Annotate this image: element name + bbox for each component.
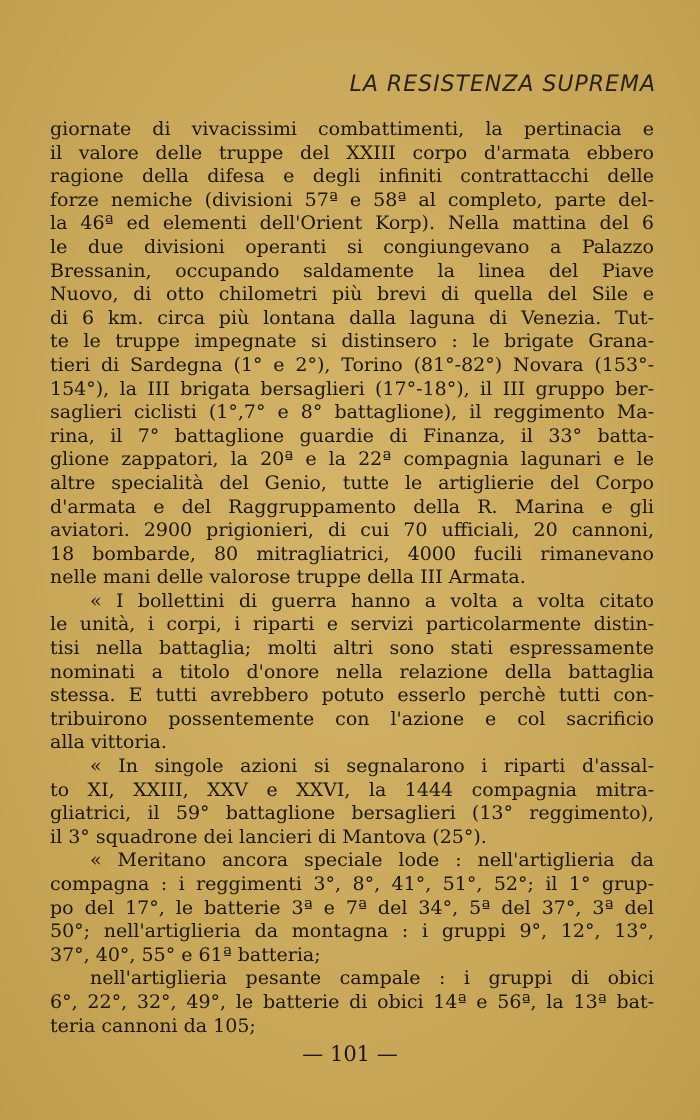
text-line: le unità, i corpi, i riparti e servizi particolarmente distin- <box>50 613 654 636</box>
text-line: nell'artiglieria pesante campale : i gruppi di obici <box>90 967 654 990</box>
text-line: 6°, 22°, 32°, 49°, le batterie di obici 14ª e 56ª, la 13ª bat- <box>50 990 654 1013</box>
text-line: « In singole azioni si segnalarono i riparti d'assal- <box>90 755 654 778</box>
text-line: 50°; nell'artiglieria da montagna : i gruppi 9°, 12°, 13°, <box>50 920 654 943</box>
text-line: di 6 km. circa più lontana dalla laguna di Venezia. Tut- <box>50 306 654 329</box>
text-line: Bressanin, occupando saldamente la linea del Piave <box>50 259 654 282</box>
text-line: te le truppe impegnate si distinsero : le brigate Grana- <box>50 330 654 353</box>
text-line: « I bollettini di guerra hanno a volta a volta citato <box>90 589 654 612</box>
text-line: ragione della difesa e degli infiniti contrattacchi delle <box>50 165 654 188</box>
text-line: tisi nella battaglia; molti altri sono stati espressamente <box>50 637 654 660</box>
text-line: aviatori. 2900 prigionieri, di cui 70 ufficiali, 20 cannoni, <box>50 519 654 542</box>
text-line: compagna : i reggimenti 3°, 8°, 41°, 51°, 52°; il 1° grup- <box>50 873 654 895</box>
text-line: 154°), la III brigata bersaglieri (17°-18°), il III gruppo ber- <box>50 377 654 400</box>
text-line: altre specialità del Genio, tutte le artiglierie del Corpo <box>50 471 654 494</box>
text-line: nelle mani delle valorose truppe della III Armata. <box>50 566 526 589</box>
text-line: giornate di vivacissimi combattimenti, la pertinacia e <box>50 118 654 140</box>
text-line: rina, il 7° battaglione guardie di Finanza, il 33° batta- <box>50 424 654 447</box>
text-line: Nuovo, di otto chilometri più brevi di quella del Sile e <box>50 283 654 306</box>
text-line: saglieri ciclisti (1°,7° e 8° battaglione), il reggimento Ma- <box>50 401 654 424</box>
text-line: il valore delle truppe del XXIII corpo d'armata ebbero <box>50 141 654 164</box>
text-line: 37°, 40°, 55° e 61ª batteria; <box>50 943 321 966</box>
text-line: d'armata e del Raggruppamento della R. Marina e gli <box>50 495 654 518</box>
text-line: 18 bombarde, 80 mitragliatrici, 4000 fucili rimanevano <box>50 542 654 565</box>
text-line: glione zappatori, la 20ª e la 22ª compagnia lagunari e le <box>50 448 654 471</box>
text-line: stessa. E tutti avrebbero potuto esserlo perchè tutti con- <box>50 684 654 707</box>
text-line: po del 17°, le batterie 3ª e 7ª del 34°, 5ª del 37°, 3ª del <box>50 896 654 919</box>
text-line: gliatrici, il 59° battaglione bersaglieri (13° reggimento), <box>50 802 654 825</box>
page-number: — 101 — <box>302 1042 398 1066</box>
text-line: teria cannoni da 105; <box>50 1014 256 1037</box>
running-head: LA RESISTENZA SUPREMA <box>349 72 656 97</box>
text-line: le due divisioni operanti si congiungevano a Palazzo <box>50 235 654 258</box>
text-line: tieri di Sardegna (1° e 2°), Torino (81°-82°) Novara (153°- <box>50 353 654 376</box>
text-line: tribuirono possentemente con l'azione e col sacrificio <box>50 707 654 730</box>
text-line: nominati a titolo d'onore nella relazione della battaglia <box>50 660 654 683</box>
text-line: il 3° squadrone dei lancieri di Mantova (25°). <box>50 825 487 848</box>
text-line: forze nemiche (divisioni 57ª e 58ª al completo, parte del- <box>50 188 654 211</box>
text-line: « Meritano ancora speciale lode : nell'artiglieria da <box>90 849 654 872</box>
text-line: la 46ª ed elementi dell'Orient Korp). Nella mattina del 6 <box>50 212 654 235</box>
body-text <box>50 118 654 1038</box>
text-line: alla vittoria. <box>50 731 167 754</box>
text-line: to XI, XXIII, XXV e XXVI, la 1444 compagnia mitra- <box>50 778 654 801</box>
